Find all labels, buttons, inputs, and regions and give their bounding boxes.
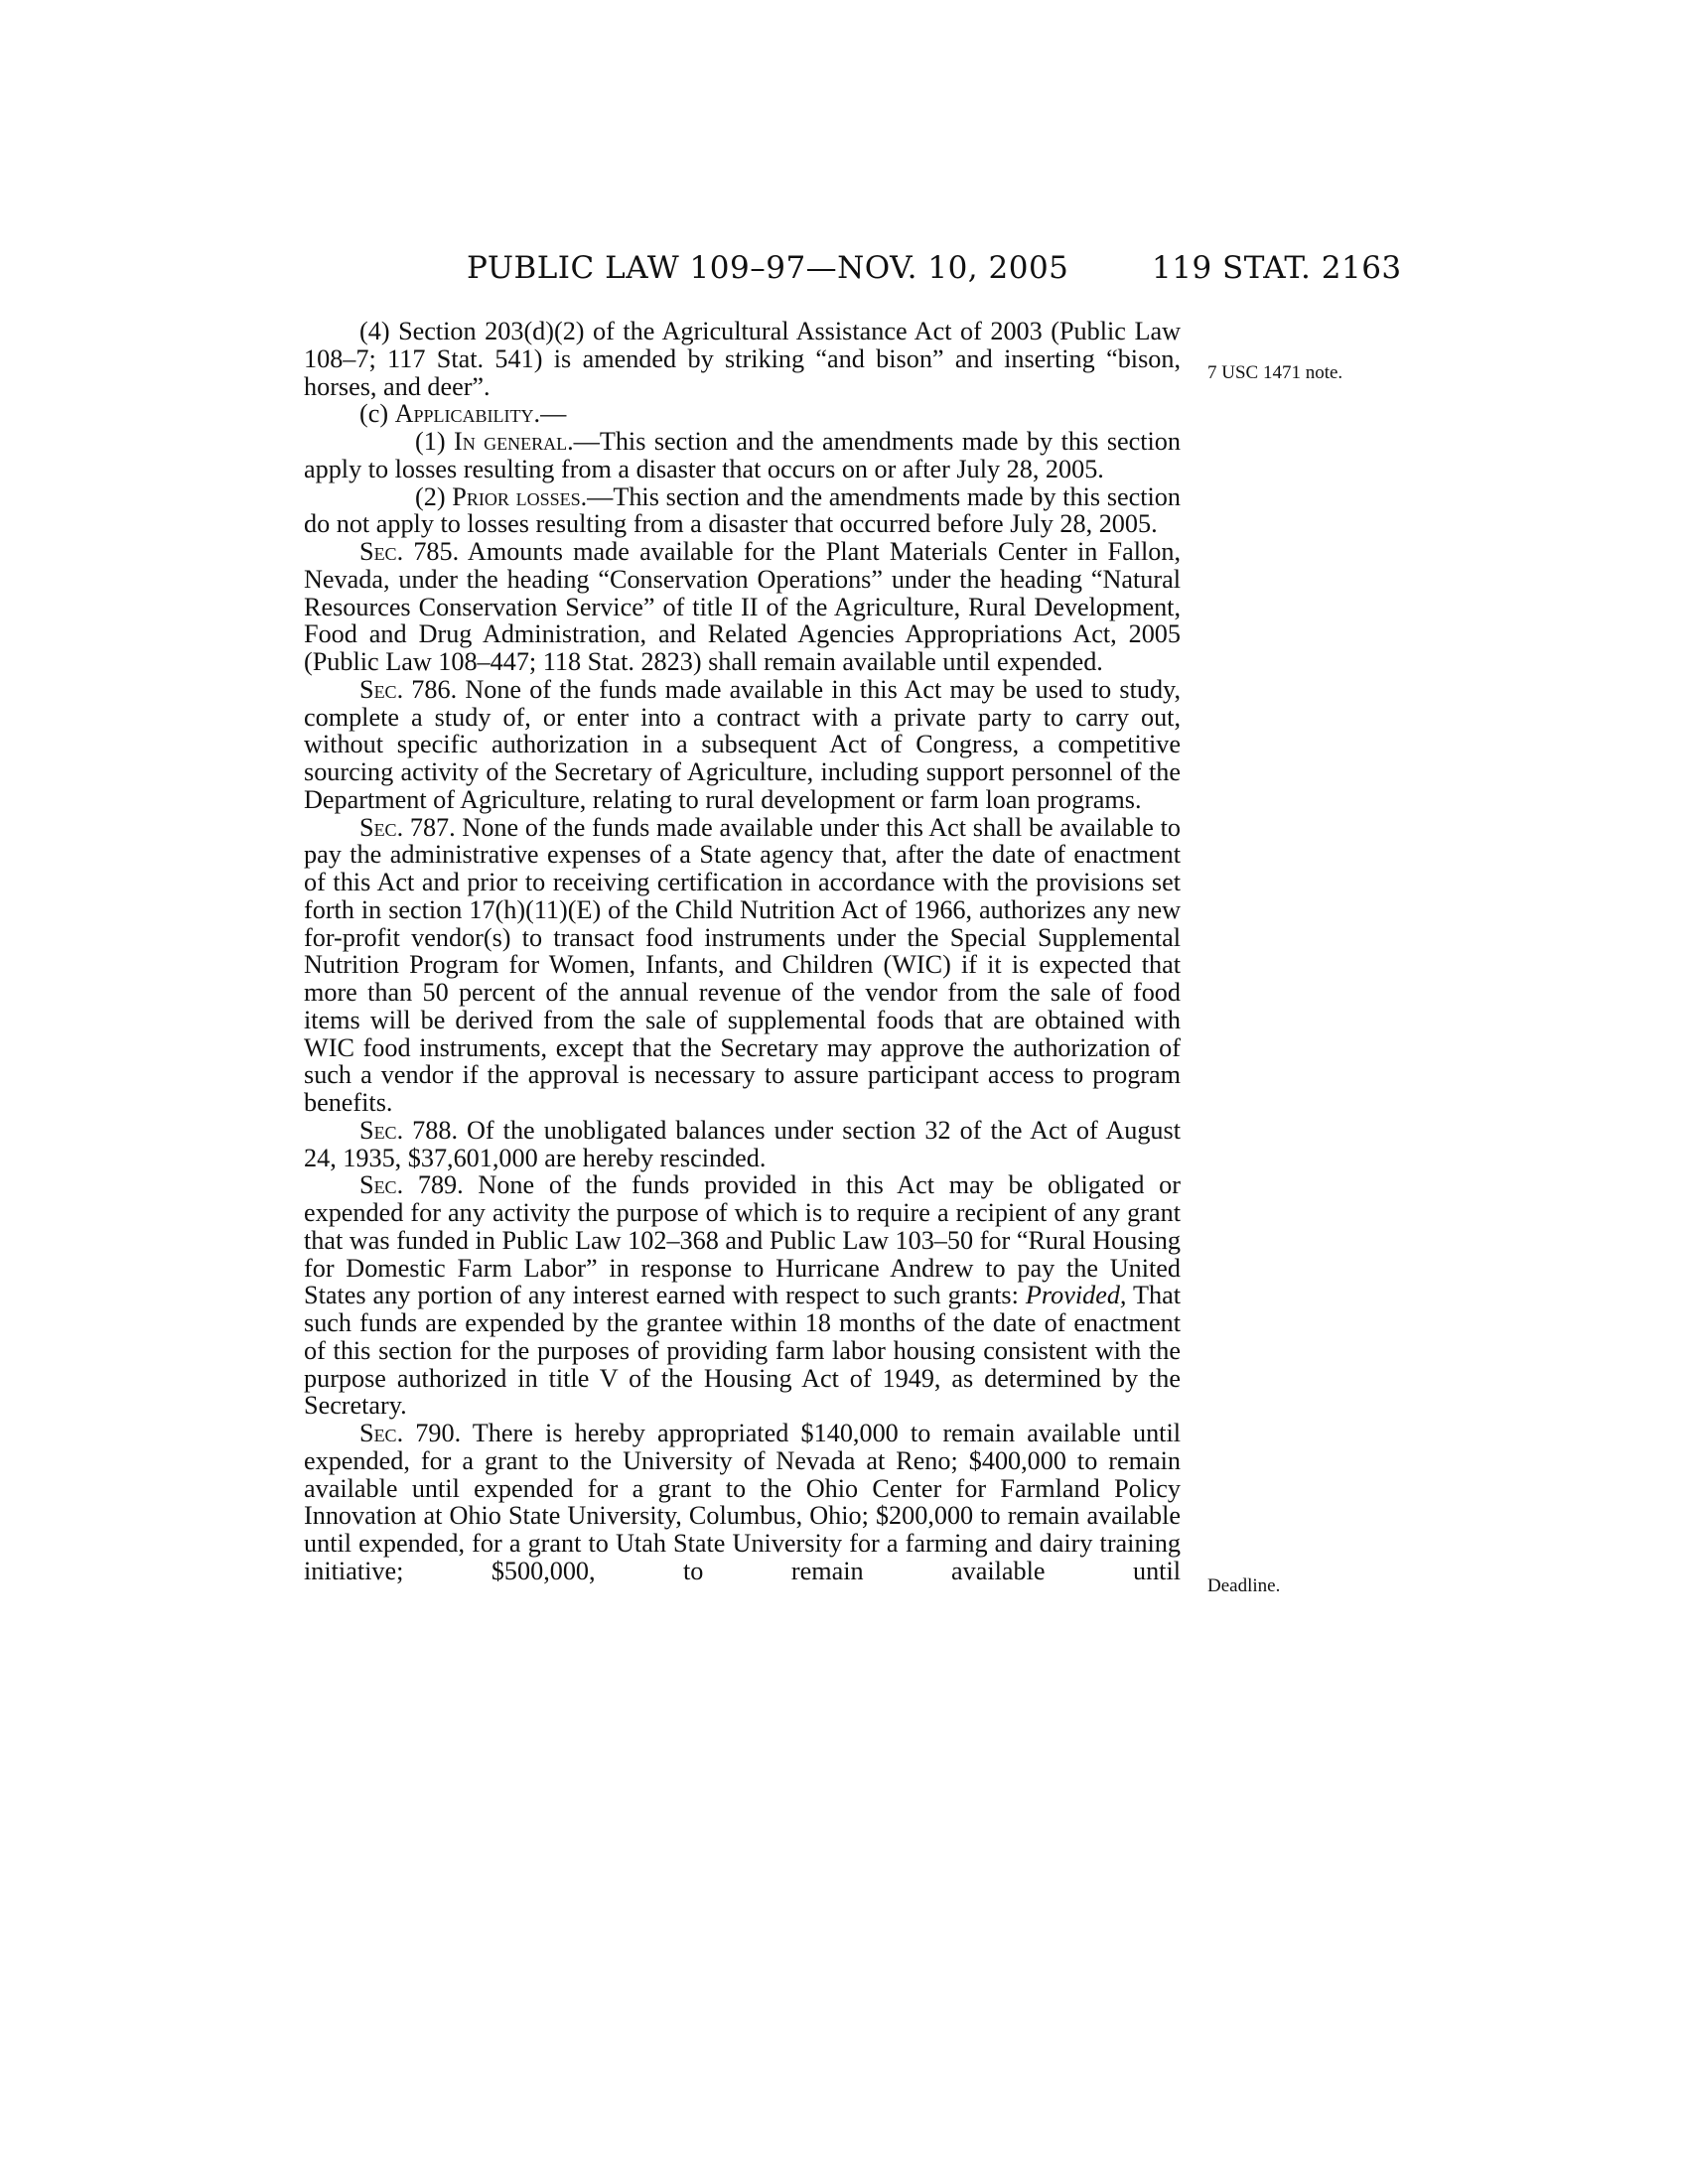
paragraph-c2: (2) Prior losses.—This section and the amendments made by this section do not apply to losses resulting from a disaster that occurred before July 28, 2005. — [304, 481, 1181, 539]
section-789: Sec. 789. None of the funds provided in this Act may be obligated or expended for any activity the purpose of which is to require a recipient of any grant that was funded in Public Law 102–368 and Public Law 103–50 for “Rural Housing for Domestic Farm Labor” in response to Hurricane Andrew to pay the United States any portion of any interest earned with respect to such grants: Provided, That such funds are expended by the grantee within 18 months of the date of enactment of this section for the purposes of providing farm labor housing consistent with the purpose authorized in title V of the Housing Act of 1949, as determined by the Secretary. — [304, 1170, 1181, 1421]
section-787: Sec. 787. None of the funds made available under this Act shall be available to pay the administrative expenses of a State agency that, after the date of enactment of this Act and prior to receiving certification in accordance with the provisions set forth in section 17(h)(11)(E) of the Child Nutrition Act of 1966, authorizes any new for-profit vendor(s) to transact food instruments under the Special Supplemental Nutrition Program for Women, Infants, and Children (WIC) if it is expected that more than 50 percent of the annual revenue of the vendor from the sale of food items will be derived from the sale of supplemental foods that are obtained with WIC food instruments, except that the Secretary may approve the authorization of such a vendor if the approval is necessary to assure participant access to program benefits. — [304, 812, 1181, 1117]
document-body — [304, 318, 1181, 1585]
paragraph-b4: (4) Section 203(d)(2) of the Agricultural Assistance Act of 2003 (Public Law 108–7; 117 Stat. 541) is amended by striking “and bison” and inserting “bison, horses, and deer”. — [304, 317, 1181, 401]
margin-note-usc: 7 USC 1471 note. — [1207, 362, 1343, 383]
margin-note-deadline: Deadline. — [1207, 1575, 1281, 1596]
section-790: Sec. 790. There is hereby appropriated $140,000 to remain available until expended, for a grant to the University of Nevada at Reno; $400,000 to remain available until expended for a grant to the Ohio Center for Farmland Policy Innovation at Ohio State University, Columbus, Ohio; $200,000 to remain available until expended, for a grant to Utah State University for a farming and dairy training initiative; $500,000, to remain available until — [304, 1419, 1181, 1585]
paragraph-c1: (1) In general.—This section and the amendments made by this section apply to losses resulting from a disaster that occurs on or after July 28, 2005. — [304, 427, 1181, 483]
section-786: Sec. 786. None of the funds made available in this Act may be used to study, complete a study of, or enter into a contract with a private party to carry out, without specific authorization in a subsequent Act of Congress, a competitive sourcing activity of the Secretary of Agriculture, including support personnel of the Department of Agriculture, relating to rural development or farm loan programs. — [304, 674, 1181, 814]
paragraph-c-heading: (c) Applicability.— — [359, 399, 567, 429]
running-head-title: PUBLIC LAW 109–97—NOV. 10, 2005 — [467, 250, 1069, 286]
statute-page-number: 119 STAT. 2163 — [1152, 250, 1402, 286]
section-788: Sec. 788. Of the unobligated balances under section 32 of the Act of August 24, 1935, $37,601,000 are hereby rescinded. — [304, 1115, 1181, 1172]
section-785: Sec. 785. Amounts made available for the Plant Materials Center in Fallon, Nevada, under the heading “Conservation Operations” under the heading “Natural Resources Conservation Service” of title II of the Agriculture, Rural Development, Food and Drug Administration, and Related Agencies Appropriations Act, 2005 (Public Law 108–447; 118 Stat. 2823) shall remain available until expended. — [304, 537, 1181, 676]
